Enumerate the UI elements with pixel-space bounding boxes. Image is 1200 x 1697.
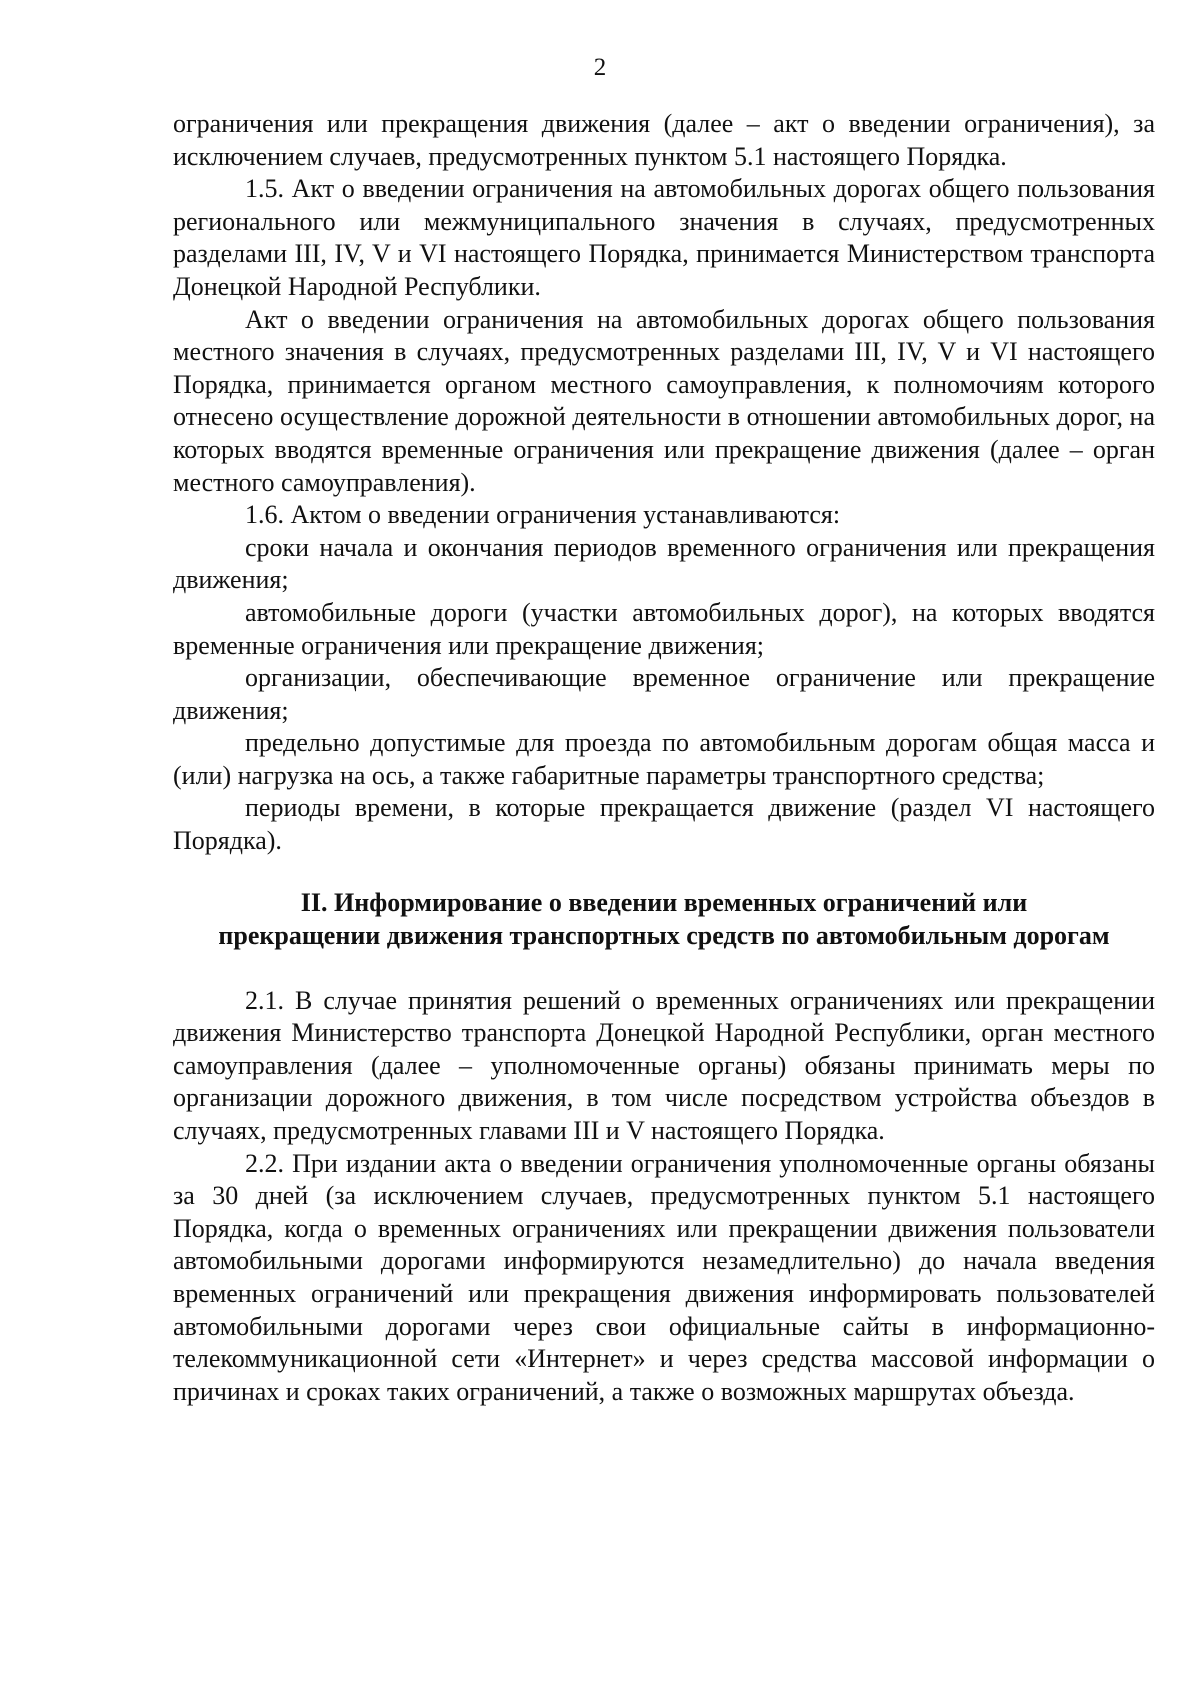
- spacer: [173, 952, 1155, 985]
- paragraph-continuation: ограничения или прекращения движения (далее – акт о введении ограничения), за исключением случаев, предусмотренных пунктом 5.1 настоящего Порядка.: [173, 109, 1155, 171]
- list-item-mass-limits: предельно допустимые для проезда по автомобильным дорогам общая масса и (или) нагрузка на ось, а также габаритные параметры транспортного средства;: [173, 728, 1155, 790]
- list-item-roads: автомобильные дороги (участки автомобильных дорог), на которых вводятся временные ограничения или прекращение движения;: [173, 597, 1155, 660]
- paragraph-1-5: 1.5. Акт о введении ограничения на автомобильных дорогах общего пользования регионального или межмуниципального значения в случаях, предусмотренных разделами III, IV, V и VI настоящего Порядка, принимается Министерством транспорта Донецкой Народной Республики.: [173, 174, 1155, 301]
- list-item-organizations: организации, обеспечивающие временное ограничение или прекращение движения;: [173, 663, 1155, 725]
- document-body: [173, 108, 1155, 1408]
- page-number: 2: [593, 54, 607, 81]
- section-heading-line-2: прекращении движения транспортных средств по автомобильным дорогам: [218, 920, 1110, 950]
- paragraph-2-1: 2.1. В случае принятия решений о временных ограничениях или прекращении движения Министерство транспорта Донецкой Народной Республики, орган местного самоуправления (далее – уполномоченные органы) обязаны принимать меры по организации дорожного движения, в том числе посредством устройства объездов в случаях, предусмотренных главами III и V настоящего Порядка.: [173, 985, 1155, 1146]
- paragraph-2-2: 2.2. При издании акта о введении ограничения уполномоченные органы обязаны за 30 дней (за исключением случаев, предусмотренных пунктом 5.1 настоящего Порядка, когда о временных ограничениях или прекращении движения пользователи автомобильными дорогами информируются незамедлительно) до начала введения временных ограничений или прекращения движения информировать пользователей автомобильными дорогами через свои официальные сайты в информационно-телекоммуникационной сети «Интернет» и через средства массовой информации о причинах и сроках таких ограничений, а также о возможных маршрутах объезда.: [173, 1148, 1155, 1406]
- section-heading: [173, 886, 1155, 952]
- paragraph-local-act: Акт о введении ограничения на автомобильных дорогах общего пользования местного значения в случаях, предусмотренных разделами III, IV, V и VI настоящего Порядка, принимается органом местного самоуправления, к полномочиям которого отнесено осуществление дорожной деятельности в отношении автомобильных дорог, на которых вводятся временные ограничения или прекращение движения (далее – орган местного самоуправления).: [173, 304, 1155, 497]
- spacer: [173, 858, 1155, 886]
- list-item-terms: сроки начала и окончания периодов временного ограничения или прекращения движения;: [173, 532, 1155, 595]
- paragraph-1-6: 1.6. Актом о введении ограничения устанавливаются:: [245, 500, 841, 530]
- list-item-time-periods: периоды времени, в которые прекращается движение (раздел VI настоящего Порядка).: [173, 793, 1155, 856]
- section-heading-line-1: II. Информирование о введении временных ограничений или: [300, 887, 1028, 917]
